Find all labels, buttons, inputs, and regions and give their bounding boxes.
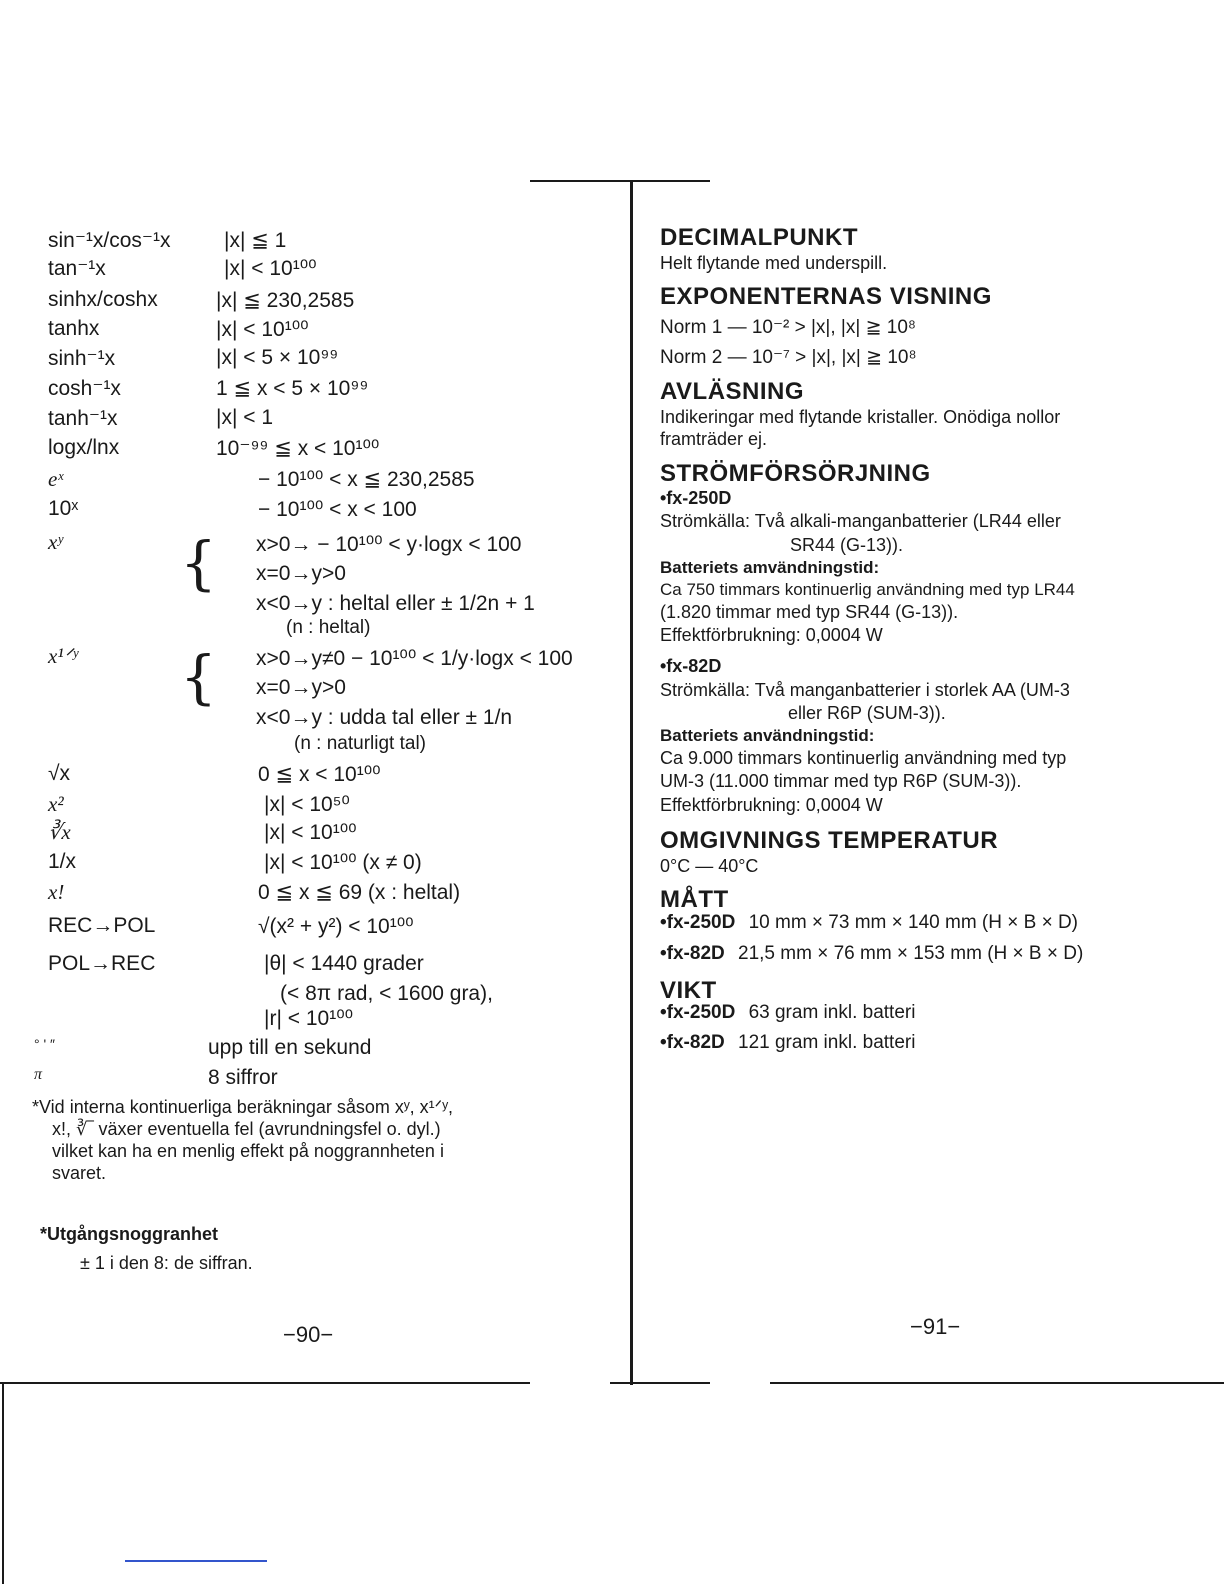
input-range: |x| < 10⁵⁰ bbox=[264, 793, 350, 816]
model-250d-life-label: Batteriets amvändningstid: bbox=[660, 558, 880, 577]
condition-text: x<0→y : udda tal eller ± 1/n bbox=[256, 706, 513, 729]
dimensions-value: 21,5 mm × 76 mm × 153 mm (H × B × D) bbox=[738, 943, 1084, 964]
spec-row-asin bbox=[48, 228, 618, 256]
function-name: tanhx bbox=[48, 317, 100, 340]
spec-row-dms bbox=[34, 1036, 618, 1064]
function-name: sinh⁻¹x bbox=[48, 347, 116, 370]
model-82d-life-label: Batteriets användningstid: bbox=[660, 726, 875, 745]
spec-row-square bbox=[48, 792, 618, 820]
condition-note: (n : heltal) bbox=[286, 617, 371, 638]
function-name: tanh⁻¹x bbox=[48, 407, 118, 430]
power-condition-2 bbox=[48, 562, 618, 590]
input-range: 1 ≦ x < 5 × 10⁹⁹ bbox=[216, 377, 369, 400]
brace-icon: { bbox=[180, 529, 217, 597]
input-range: |x| < 10¹⁰⁰ bbox=[224, 257, 317, 280]
function-name: x! bbox=[48, 880, 65, 904]
power-supply-heading: STRÖMFÖRSÖRJNING bbox=[660, 460, 931, 487]
power-condition-sub bbox=[48, 617, 618, 645]
condition-note: (n : naturligt tal) bbox=[294, 733, 426, 754]
input-range: |x| < 10¹⁰⁰ (x ≠ 0) bbox=[264, 851, 422, 874]
pol-rec-sub-2 bbox=[48, 1006, 618, 1034]
display-text-1: Indikeringar med flytande kristaller. Onödiga nollor bbox=[660, 407, 1061, 427]
function-name: eˣ bbox=[48, 467, 64, 491]
function-name: sin⁻¹x/cos⁻¹x bbox=[48, 229, 171, 252]
dimensions-82d bbox=[660, 943, 1083, 965]
model-250d-power: Effektförbrukning: 0,0004 W bbox=[660, 625, 883, 645]
condition-text: x=0→y>0 bbox=[256, 676, 346, 699]
input-range: |x| < 10¹⁰⁰ bbox=[216, 318, 309, 341]
model-250d-source-2: SR44 (G-13)). bbox=[790, 535, 904, 555]
weight-value: 121 gram inkl. batteri bbox=[738, 1032, 916, 1053]
decimal-heading: DECIMALPUNKT bbox=[660, 224, 858, 251]
root-condition-1 bbox=[48, 646, 618, 674]
spec-row-sqrt bbox=[48, 762, 618, 790]
input-range: − 10¹⁰⁰ < x ≦ 230,2585 bbox=[258, 468, 475, 491]
function-name: ° ' ″ bbox=[34, 1036, 56, 1052]
input-range: |x| ≦ 230,2585 bbox=[216, 289, 355, 312]
decimal-text: Helt flytande med underspill. bbox=[660, 253, 888, 273]
model-82d-life-1: Ca 9.000 timmars kontinuerlig användning med typ bbox=[660, 748, 1067, 768]
condition-text: x<0→y : heltal eller ± 1/2n + 1 bbox=[256, 592, 535, 615]
weight-value: 63 gram inkl. batteri bbox=[748, 1002, 916, 1023]
accuracy-note bbox=[32, 1096, 612, 1184]
model-82d-source-2: eller R6P (SUM-3)). bbox=[788, 703, 946, 723]
model-250d-name: •fx-250D bbox=[660, 488, 732, 508]
input-range: |θ| < 1440 grader bbox=[264, 952, 424, 975]
spec-row-factorial bbox=[48, 880, 618, 908]
power-condition-1 bbox=[48, 532, 618, 560]
input-range: upp till en sekund bbox=[208, 1036, 372, 1059]
root-condition-sub bbox=[48, 733, 618, 761]
spec-row-tanh bbox=[48, 317, 618, 345]
input-range: |x| < 5 × 10⁹⁹ bbox=[216, 346, 339, 369]
input-range: 8 siffror bbox=[208, 1066, 278, 1089]
model-82d-power: Effektförbrukning: 0,0004 W bbox=[660, 795, 883, 815]
weight-250d bbox=[660, 1002, 915, 1024]
dimensions-250d bbox=[660, 912, 1078, 934]
model-label: •fx-250D bbox=[660, 912, 736, 933]
model-82d-name: •fx-82D bbox=[660, 656, 722, 676]
spec-row-10x bbox=[48, 497, 618, 525]
center-fold-line bbox=[630, 180, 633, 1385]
spec-row-reciprocal bbox=[48, 850, 618, 878]
spec-row-acosh bbox=[48, 376, 618, 404]
function-name: 10ˣ bbox=[48, 497, 79, 520]
exponent-norm-1: Norm 1 — 10⁻² > |x|, |x| ≧ 10⁸ bbox=[660, 317, 916, 338]
input-range: |x| < 10¹⁰⁰ bbox=[264, 821, 357, 844]
input-range: |x| ≦ 1 bbox=[224, 229, 287, 252]
output-accuracy-text: ± 1 i den 8: de siffran. bbox=[80, 1253, 253, 1273]
power-condition-3 bbox=[48, 592, 618, 620]
input-range: √(x² + y²) < 10¹⁰⁰ bbox=[258, 915, 414, 938]
note-line: x!, ∛‾ växer eventuella fel (avrundningsfel o. dyl.) bbox=[52, 1119, 441, 1139]
function-name: tan⁻¹x bbox=[48, 257, 106, 280]
root-condition-2 bbox=[48, 676, 618, 704]
output-accuracy-heading: *Utgångsnoggranhet bbox=[40, 1224, 218, 1244]
page-number-left: −90− bbox=[283, 1322, 334, 1347]
spec-row-sinh bbox=[48, 288, 618, 316]
condition-text: x>0→y≠0 − 10¹⁰⁰ < 1/y·logx < 100 bbox=[256, 647, 573, 670]
model-82d-life-2: UM-3 (11.000 timmar med typ R6P (SUM-3)). bbox=[660, 771, 1022, 791]
function-name: logx/lnx bbox=[48, 436, 120, 459]
function-name: REC→POL bbox=[48, 914, 156, 937]
temperature-text: 0°C — 40°C bbox=[660, 856, 759, 876]
function-name: 1/x bbox=[48, 850, 77, 873]
spec-row-atan bbox=[48, 256, 618, 284]
spec-row-atanh bbox=[48, 406, 618, 434]
condition-text: x=0→y>0 bbox=[256, 562, 346, 585]
model-250d-source-1: Strömkälla: Två alkali-manganbatterier (LR44 eller bbox=[660, 511, 1061, 531]
input-range: − 10¹⁰⁰ < x < 100 bbox=[258, 498, 417, 521]
spec-row-log bbox=[48, 436, 618, 464]
function-name: √x bbox=[48, 762, 71, 785]
spec-row-asinh bbox=[48, 346, 618, 374]
input-range: 0 ≦ x < 10¹⁰⁰ bbox=[258, 763, 381, 786]
input-range: |x| < 1 bbox=[216, 406, 274, 429]
model-label: •fx-250D bbox=[660, 1002, 736, 1023]
spec-row-pi bbox=[34, 1066, 618, 1094]
input-range: 10⁻⁹⁹ ≦ x < 10¹⁰⁰ bbox=[216, 437, 380, 460]
input-range: 0 ≦ x ≦ 69 (x : heltal) bbox=[258, 881, 461, 904]
function-name: cosh⁻¹x bbox=[48, 377, 121, 400]
note-line: *Vid interna kontinuerliga beräkningar såsom xʸ, x¹ᐟʸ, bbox=[32, 1097, 454, 1117]
spec-row-rec-pol bbox=[48, 914, 618, 942]
exponent-norm-2: Norm 2 — 10⁻⁷ > |x|, |x| ≧ 10⁸ bbox=[660, 347, 917, 368]
page-number-right: −91− bbox=[910, 1314, 961, 1339]
root-condition-3 bbox=[48, 706, 618, 734]
bottom-rule-center bbox=[610, 1382, 710, 1384]
spec-row-exp bbox=[48, 467, 618, 495]
condition-text: x>0→ − 10¹⁰⁰ < y·logx < 100 bbox=[256, 533, 522, 556]
function-name: π bbox=[34, 1066, 43, 1083]
model-label: •fx-82D bbox=[660, 943, 725, 964]
bottom-rule-right bbox=[770, 1382, 1224, 1384]
dimensions-value: 10 mm × 73 mm × 140 mm (H × B × D) bbox=[748, 912, 1079, 933]
weight-heading: VIKT bbox=[660, 977, 717, 1004]
dimensions-heading: MÅTT bbox=[660, 886, 729, 913]
spec-row-cbrt bbox=[48, 820, 618, 848]
note-line: vilket kan ha en menlig effekt på noggrannheten i bbox=[52, 1141, 444, 1161]
function-name: POL→REC bbox=[48, 952, 156, 975]
temperature-heading: OMGIVNINGS TEMPERATUR bbox=[660, 827, 999, 854]
note-line: svaret. bbox=[52, 1163, 107, 1183]
exponent-heading: EXPONENTERNAS VISNING bbox=[660, 283, 992, 310]
function-name: ∛x bbox=[48, 820, 71, 844]
function-name: xʸ bbox=[48, 530, 63, 554]
model-250d-life-2: (1.820 timmar med typ SR44 (G-13)). bbox=[660, 602, 959, 622]
display-text-2: framträder ej. bbox=[660, 429, 768, 449]
condition-note: (< 8π rad, < 1600 gra), bbox=[280, 982, 493, 1005]
function-name: sinhx/coshx bbox=[48, 288, 158, 311]
brace-icon: { bbox=[180, 643, 217, 711]
spec-row-pol-rec bbox=[48, 952, 618, 980]
function-name: x¹ᐟʸ bbox=[48, 644, 78, 668]
model-250d-life-1: Ca 750 timmars kontinuerlig användning med typ LR44 bbox=[660, 580, 1075, 599]
function-name: x² bbox=[48, 792, 64, 816]
model-label: •fx-82D bbox=[660, 1032, 725, 1053]
condition-note: |r| < 10¹⁰⁰ bbox=[264, 1007, 354, 1030]
display-heading: AVLÄSNING bbox=[660, 378, 805, 405]
model-82d-source-1: Strömkälla: Två manganbatterier i storlek AA (UM-3 bbox=[660, 680, 1070, 700]
weight-82d bbox=[660, 1032, 915, 1054]
